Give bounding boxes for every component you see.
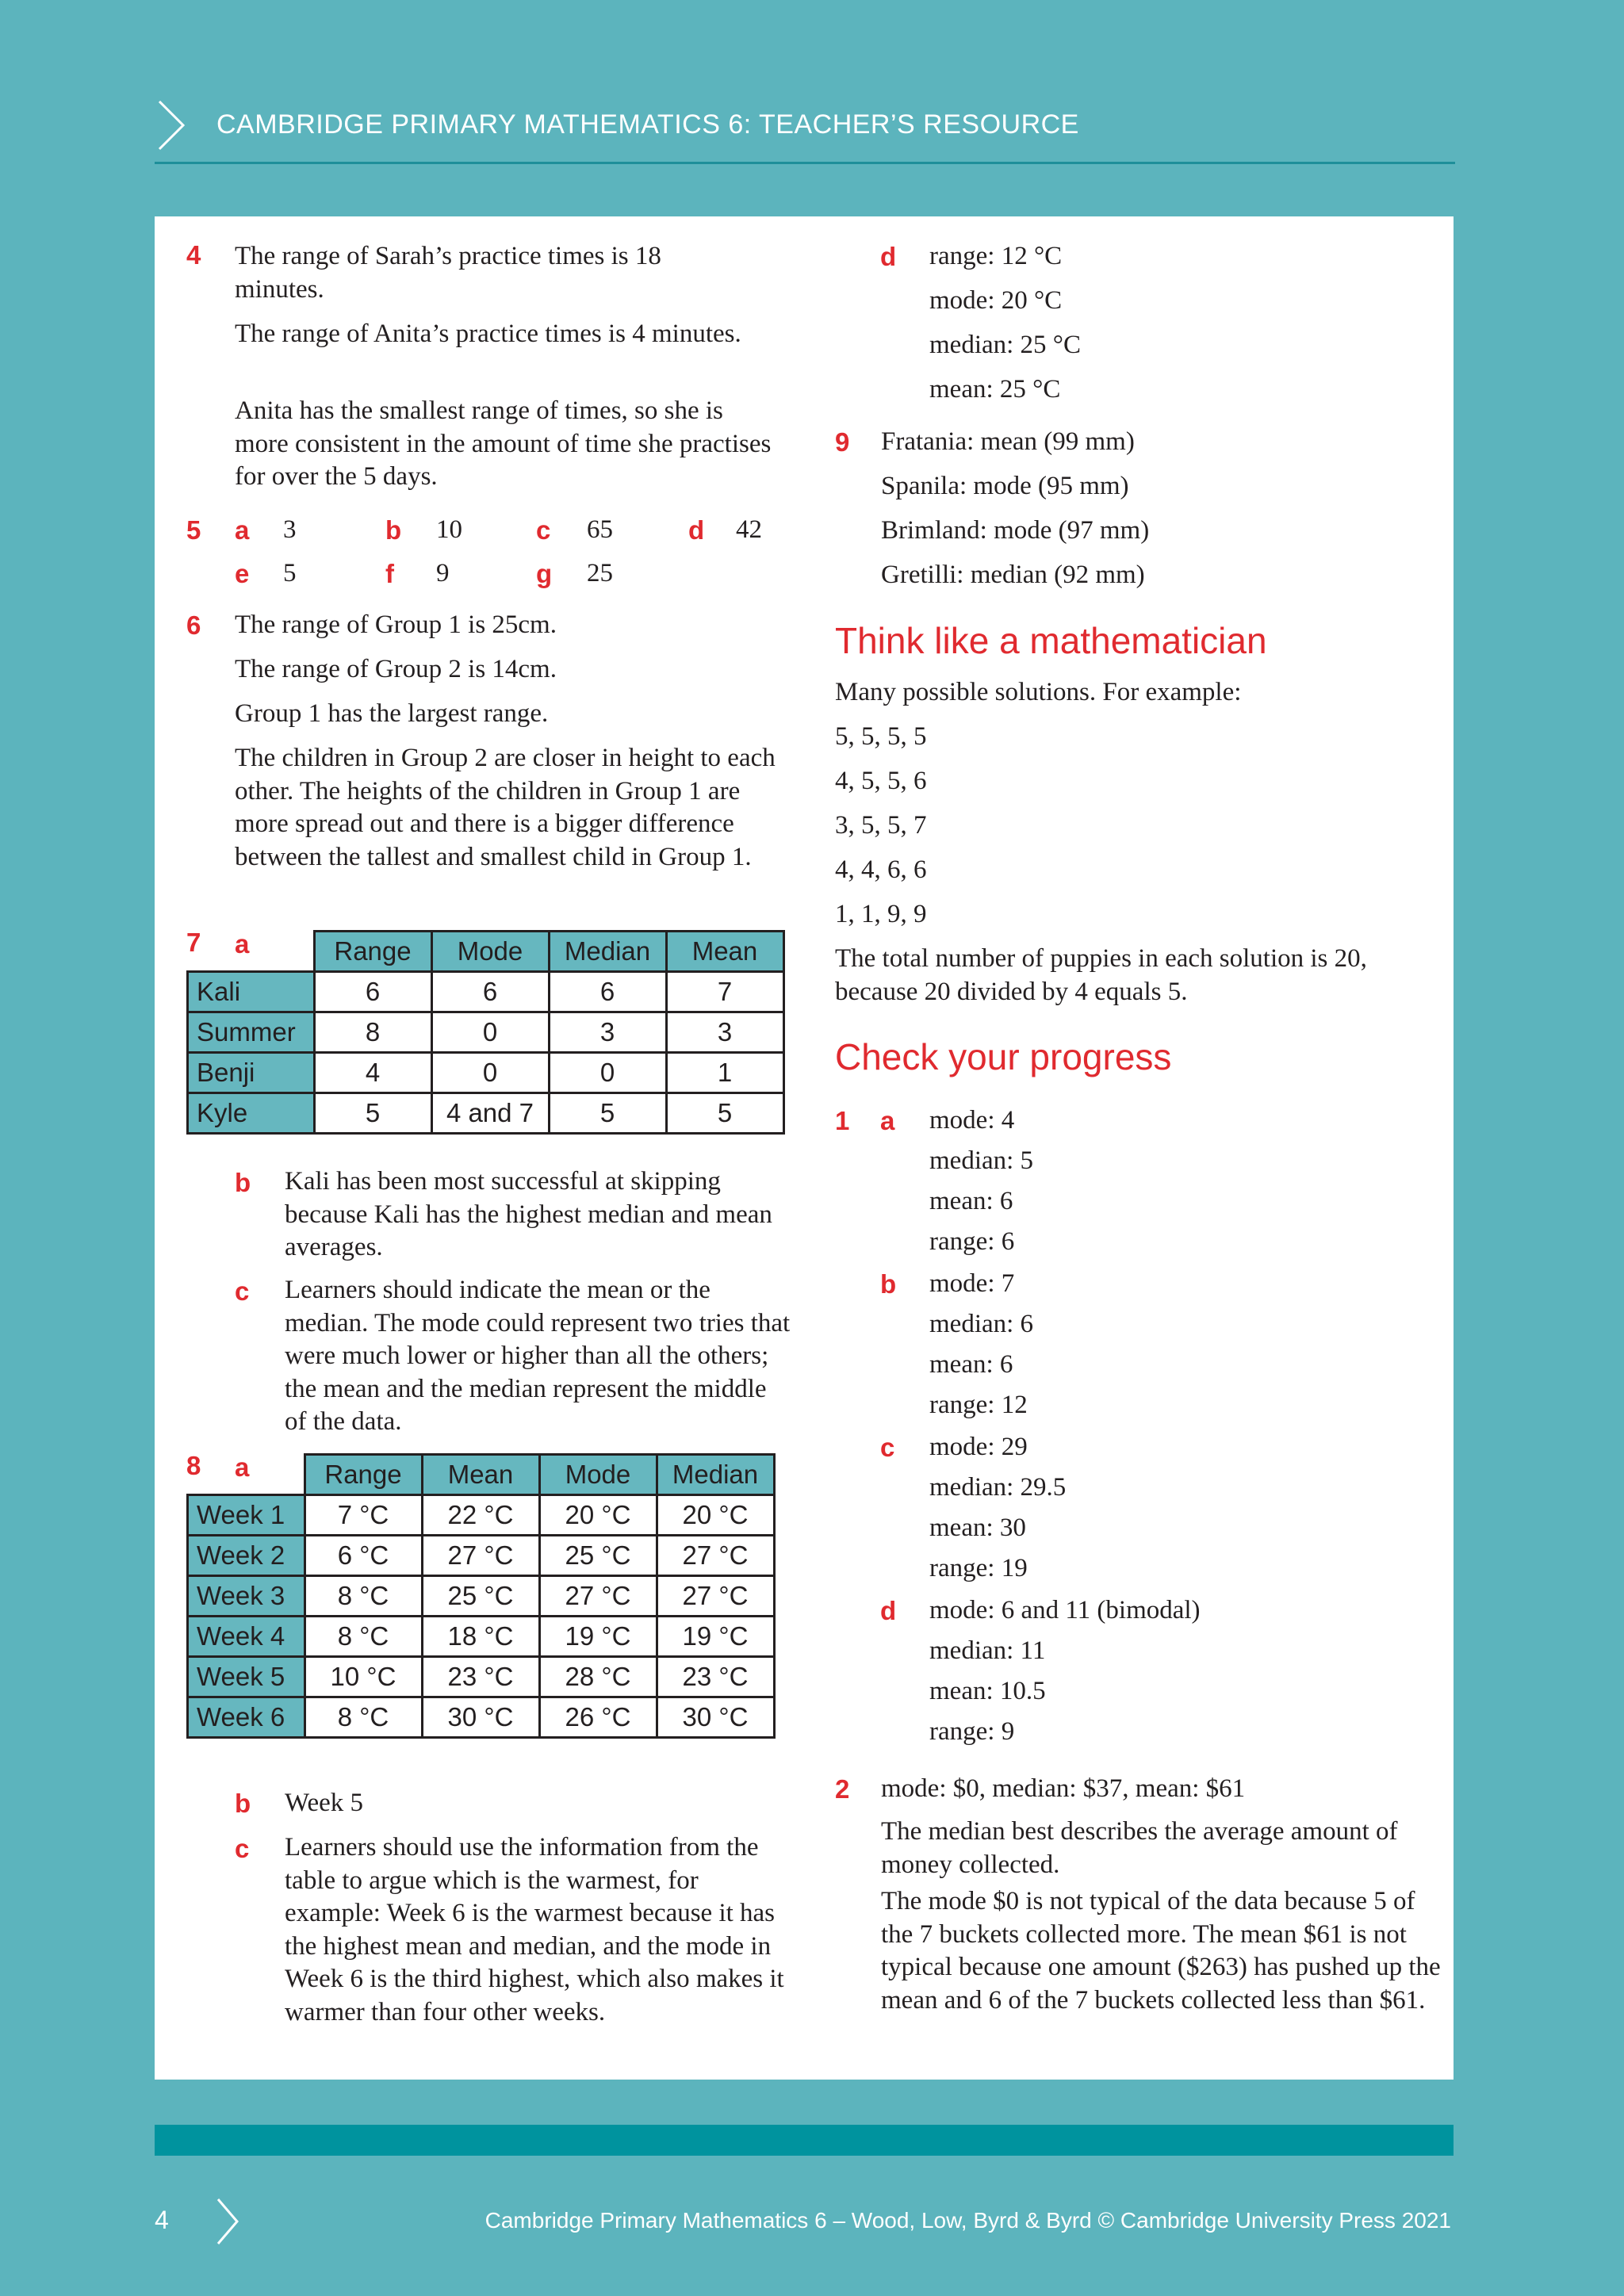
q2-text-2: The mode $0 is not typical of the data because 5 of the 7 buckets collected more. The mean $61 is not typical because one amount ($263) has pushed up the mean and 6 of the 7 buckets collected less than $61. xyxy=(881,1887,1441,2015)
q7-table xyxy=(186,930,785,1135)
table-cell: 4 and 7 xyxy=(431,1093,549,1134)
solution-line: 4, 4, 6, 6 xyxy=(835,855,927,884)
answer-line: mean: 25 °C xyxy=(929,375,1061,404)
solution-line: 5, 5, 5, 5 xyxy=(835,722,927,751)
section-heading: Think like a mathematician xyxy=(835,620,1267,661)
table-row xyxy=(188,972,784,1012)
table-cell: 23 °C xyxy=(657,1657,774,1697)
q7-letter-c: c xyxy=(235,1276,250,1306)
section-heading: Check your progress xyxy=(835,1036,1172,1077)
table-header: Range xyxy=(304,1455,422,1495)
answer-line: median: 25 °C xyxy=(929,331,1082,359)
answer-line: range: 19 xyxy=(929,1554,1028,1582)
table-row xyxy=(188,1495,775,1536)
q5-letter: f xyxy=(385,559,394,588)
row-label: Week 4 xyxy=(188,1617,305,1657)
table-cell: 10 °C xyxy=(304,1657,422,1697)
table-row xyxy=(188,1576,775,1617)
q6-text-3: Group 1 has the largest range. xyxy=(235,699,549,728)
q8-letter-a: a xyxy=(235,1452,250,1482)
q5-answer: 10 xyxy=(436,515,462,544)
answer-line: mode: 6 and 11 (bimodal) xyxy=(929,1596,1201,1624)
solution-line: 4, 5, 5, 6 xyxy=(835,767,927,795)
page-title: CAMBRIDGE PRIMARY MATHEMATICS 6: TEACHER’S RESOURCE xyxy=(216,109,1079,140)
answer-line: mode: 29 xyxy=(929,1433,1028,1461)
q8-b-text: Week 5 xyxy=(285,1789,364,1817)
table-cell: 0 xyxy=(431,1053,549,1093)
table-cell: 22 °C xyxy=(422,1495,539,1536)
table-row xyxy=(188,1012,784,1053)
answer-line: range: 12 xyxy=(929,1391,1028,1419)
q6-text-4: The children in Group 2 are closer in height to each other. The heights of the children in Group 1 are more spread out and there is a bigger difference between the tallest and smallest child in Group 1. xyxy=(235,744,776,871)
question-number: 1 xyxy=(835,1106,850,1135)
q2-text-1: The median best describes the average amount of money collected. xyxy=(881,1817,1398,1879)
answer-line: median: 6 xyxy=(929,1310,1034,1338)
row-label: Kali xyxy=(188,972,315,1012)
table-cell: 8 °C xyxy=(304,1697,422,1738)
table-header: Mode xyxy=(539,1455,657,1495)
row-label: Week 1 xyxy=(188,1495,305,1536)
row-label: Week 5 xyxy=(188,1657,305,1697)
table-cell: 1 xyxy=(666,1053,783,1093)
q5-letter: d xyxy=(688,515,705,545)
answer-line: range: 6 xyxy=(929,1227,1015,1256)
table-cell: 25 °C xyxy=(422,1576,539,1617)
table-cell: 25 °C xyxy=(539,1536,657,1576)
question-number: 9 xyxy=(835,427,850,457)
question-number: 2 xyxy=(835,1774,850,1804)
think-outro: The total number of puppies in each solution is 20, because 20 divided by 4 equals 5. xyxy=(835,944,1367,1006)
table-cell: 3 xyxy=(549,1012,666,1053)
content-panel xyxy=(155,216,1454,2080)
q8-c-text: Learners should use the information from the table to argue which is the warmest, for example: Week 6 is the warmest because it has the highest mean and median, and the mode in Week 6 is the third highest, which also makes it warmer than four other weeks. xyxy=(285,1833,784,2026)
table-row xyxy=(188,1617,775,1657)
q8-letter-b: b xyxy=(235,1789,251,1818)
row-label: Summer xyxy=(188,1012,315,1053)
q4-text-2: The range of Anita’s practice times is 4 minutes. xyxy=(235,320,741,348)
part-letter: c xyxy=(880,1433,895,1462)
q8-letter-c: c xyxy=(235,1834,250,1863)
table-cell: 8 °C xyxy=(304,1576,422,1617)
answer-line: mean: 6 xyxy=(929,1350,1013,1379)
part-letter: d xyxy=(880,242,897,271)
table-cell: 27 °C xyxy=(657,1576,774,1617)
answer-line: range: 9 xyxy=(929,1717,1015,1746)
table-cell: 26 °C xyxy=(539,1697,657,1738)
q5-answer: 25 xyxy=(587,559,613,587)
table-cell: 30 °C xyxy=(657,1697,774,1738)
question-number: 8 xyxy=(186,1451,201,1480)
table-cell: 19 °C xyxy=(539,1617,657,1657)
table-cell: 8 xyxy=(314,1012,431,1053)
part-letter: b xyxy=(880,1269,897,1299)
page-number: 4 xyxy=(155,2206,169,2234)
footer-copyright: Cambridge Primary Mathematics 6 – Wood, Low, Byrd & Byrd © Cambridge University Press 2021 xyxy=(485,2208,1451,2233)
chevron-right-icon xyxy=(155,100,186,151)
q5-answer: 3 xyxy=(283,515,297,544)
q5-answer: 9 xyxy=(436,559,450,587)
table-cell: 28 °C xyxy=(539,1657,657,1697)
answer-line: mean: 30 xyxy=(929,1513,1026,1542)
table-header: Mean xyxy=(666,932,783,972)
table-cell: 27 °C xyxy=(422,1536,539,1576)
solution-line: 3, 5, 5, 7 xyxy=(835,811,927,840)
part-letter: a xyxy=(880,1106,895,1135)
table-cell: 20 °C xyxy=(657,1495,774,1536)
table-cell: 5 xyxy=(314,1093,431,1134)
think-intro: Many possible solutions. For example: xyxy=(835,678,1242,706)
answer-line: median: 29.5 xyxy=(929,1473,1067,1502)
table-header: Range xyxy=(314,932,431,972)
part-letter: d xyxy=(880,1596,897,1625)
table-header: Mode xyxy=(431,932,549,972)
table-cell: 23 °C xyxy=(422,1657,539,1697)
answer-line: range: 12 °C xyxy=(929,242,1063,270)
q7-letter-b: b xyxy=(235,1168,251,1197)
answer-line: Spanila: mode (95 mm) xyxy=(881,472,1129,500)
q5-letter: b xyxy=(385,515,402,545)
answer-line: median: 11 xyxy=(929,1636,1046,1665)
q5-answer: 42 xyxy=(736,515,762,544)
table-cell: 7 xyxy=(666,972,783,1012)
page-header xyxy=(155,95,1455,164)
answer-line: mode: $0, median: $37, mean: $61 xyxy=(881,1774,1246,1803)
row-label: Week 6 xyxy=(188,1697,305,1738)
table-cell: 20 °C xyxy=(539,1495,657,1536)
table-cell: 0 xyxy=(431,1012,549,1053)
q8-table xyxy=(186,1453,776,1739)
table-row xyxy=(188,1053,784,1093)
q5-letter: g xyxy=(536,559,553,588)
table-header: Mean xyxy=(422,1455,539,1495)
table-cell: 0 xyxy=(549,1053,666,1093)
answer-line: mode: 4 xyxy=(929,1106,1015,1135)
table-cell: 6 xyxy=(431,972,549,1012)
answer-line: median: 5 xyxy=(929,1146,1034,1175)
table-cell: 30 °C xyxy=(422,1697,539,1738)
table-cell: 7 °C xyxy=(304,1495,422,1536)
table-cell: 5 xyxy=(549,1093,666,1134)
answer-line: Fratania: mean (99 mm) xyxy=(881,427,1135,456)
table-row xyxy=(188,1657,775,1697)
q4-text-3: Anita has the smallest range of times, so she is more consistent in the amount of time she practises for over the 5 days. xyxy=(235,396,772,491)
question-number: 4 xyxy=(186,240,201,270)
q4-text-1: The range of Sarah’s practice times is 18 minutes. xyxy=(235,242,661,304)
q5-answer: 5 xyxy=(283,559,297,587)
answer-line: mode: 7 xyxy=(929,1269,1015,1298)
table-cell: 18 °C xyxy=(422,1617,539,1657)
answer-line: Brimland: mode (97 mm) xyxy=(881,516,1150,545)
question-number: 5 xyxy=(186,515,201,545)
table-row xyxy=(188,1093,784,1134)
table-row xyxy=(188,1697,775,1738)
table-cell: 3 xyxy=(666,1012,783,1053)
question-number: 7 xyxy=(186,928,201,957)
q7-c-text: Learners should indicate the mean or the median. The mode could represent two tries that were much lower or higher than all the others; the mean and the median represent the middle of the data. xyxy=(285,1276,791,1436)
q7-b-text: Kali has been most successful at skipping because Kali has the highest median and mean averages. xyxy=(285,1167,772,1261)
table-header: Median xyxy=(657,1455,774,1495)
answer-line: mean: 10.5 xyxy=(929,1677,1046,1705)
solution-line: 1, 1, 9, 9 xyxy=(835,900,927,928)
answer-line: mean: 6 xyxy=(929,1187,1013,1215)
table-cell: 6 °C xyxy=(304,1536,422,1576)
answer-line: Gretilli: median (92 mm) xyxy=(881,561,1145,589)
table-cell: 27 °C xyxy=(539,1576,657,1617)
q6-text-1: The range of Group 1 is 25cm. xyxy=(235,610,557,639)
table-cell: 4 xyxy=(314,1053,431,1093)
footer-bar xyxy=(155,2125,1454,2156)
q7-letter-a: a xyxy=(235,929,250,959)
row-label: Week 2 xyxy=(188,1536,305,1576)
q6-text-2: The range of Group 2 is 14cm. xyxy=(235,655,557,683)
table-cell: 6 xyxy=(549,972,666,1012)
q5-letter: c xyxy=(536,515,551,545)
q5-answer: 65 xyxy=(587,515,613,544)
table-cell: 8 °C xyxy=(304,1617,422,1657)
table-cell: 27 °C xyxy=(657,1536,774,1576)
table-header: Median xyxy=(549,932,666,972)
table-cell: 19 °C xyxy=(657,1617,774,1657)
table-cell: 5 xyxy=(666,1093,783,1134)
table-cell: 6 xyxy=(314,972,431,1012)
answer-line: mode: 20 °C xyxy=(929,286,1063,315)
row-label: Week 3 xyxy=(188,1576,305,1617)
table-row xyxy=(188,1536,775,1576)
row-label: Benji xyxy=(188,1053,315,1093)
q5-letter: a xyxy=(235,515,250,545)
row-label: Kyle xyxy=(188,1093,315,1134)
chevron-right-icon xyxy=(216,2198,239,2245)
question-number: 6 xyxy=(186,610,201,640)
q5-letter: e xyxy=(235,559,250,588)
